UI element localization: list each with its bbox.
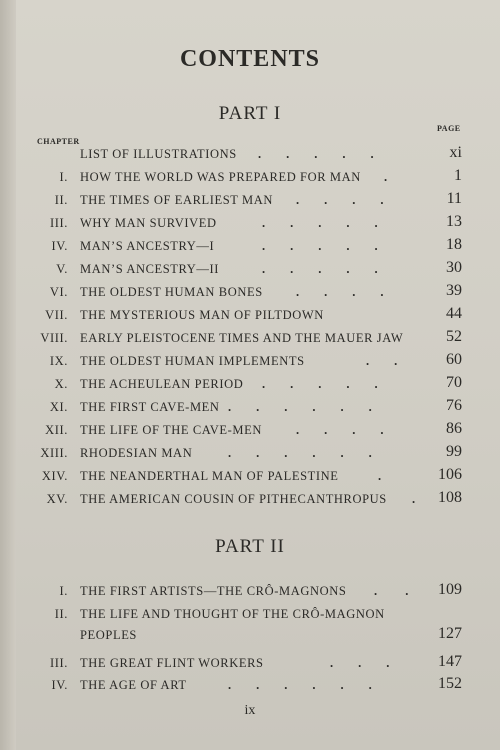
chapter-title: THE ACHEULEAN PERIOD	[80, 377, 244, 391]
page-number: 1	[454, 167, 462, 184]
chapter-number: IV.	[51, 678, 68, 692]
dot-leader: . . . . . .	[228, 446, 372, 460]
toc-entry	[0, 259, 500, 282]
dot-leader: . . . . . .	[228, 400, 372, 414]
page-column-label: PAGE	[437, 124, 461, 133]
chapter-title: THE AGE OF ART	[80, 678, 187, 692]
part-2-heading: PART II	[215, 536, 285, 557]
toc-entry	[0, 397, 500, 420]
toc-entry	[0, 282, 500, 305]
dot-leader: . . . . .	[262, 262, 378, 276]
chapter-title: THE OLDEST HUMAN IMPLEMENTS	[80, 354, 305, 368]
chapter-number: III.	[49, 216, 68, 230]
dot-leader: . . . . . .	[228, 678, 372, 692]
toc-entry	[0, 581, 500, 604]
dot-leader: . . . .	[296, 285, 384, 299]
toc-entry	[0, 607, 500, 649]
dot-leader: .	[378, 469, 382, 483]
dot-leader: . . .	[330, 656, 390, 670]
toc-entry	[0, 167, 500, 190]
page-number: 13	[446, 213, 462, 230]
chapter-title: WHY MAN SURVIVED	[80, 216, 217, 230]
page-number: 106	[438, 466, 462, 483]
toc-entry	[0, 305, 500, 328]
chapter-number: IX.	[49, 354, 68, 368]
chapter-number: III.	[49, 656, 68, 670]
toc-entry	[0, 653, 500, 676]
dot-leader: . . . .	[296, 423, 384, 437]
dot-leader: . . . . .	[258, 147, 374, 161]
page-number: 108	[438, 489, 462, 506]
chapter-column-label: CHAPTER	[37, 137, 80, 146]
page-number: 152	[438, 675, 462, 692]
toc-entry	[0, 489, 500, 512]
chapter-number: VI.	[49, 285, 68, 299]
toc-entry	[0, 190, 500, 213]
page-number: 60	[446, 351, 462, 368]
chapter-title: RHODESIAN MAN	[80, 446, 193, 460]
page-number: xi	[449, 144, 462, 161]
page-number: 147	[438, 653, 462, 670]
chapter-title-continuation: PEOPLES	[80, 628, 137, 642]
chapter-number: VIII.	[40, 331, 68, 345]
dot-leader: . . . . .	[262, 239, 378, 253]
toc-entry	[0, 236, 500, 259]
chapter-title: MAN’S ANCESTRY—II	[80, 262, 220, 276]
chapter-number: XII.	[45, 423, 68, 437]
chapter-title: THE FIRST CAVE-MEN	[80, 400, 220, 414]
chapter-title: LIST OF ILLUSTRATIONS	[80, 147, 237, 161]
chapter-number: X.	[54, 377, 68, 391]
dot-leader: . . . .	[296, 193, 384, 207]
page-number: 86	[446, 420, 462, 437]
toc-entry	[0, 213, 500, 236]
toc-entry	[0, 328, 500, 351]
chapter-title: THE MYSTERIOUS MAN OF PILTDOWN	[80, 308, 324, 322]
chapter-number: V.	[56, 262, 68, 276]
chapter-title: THE NEANDERTHAL MAN OF PALESTINE	[80, 469, 339, 483]
chapter-title: THE GREAT FLINT WORKERS	[80, 656, 264, 670]
dot-leader: . . . . .	[262, 216, 378, 230]
toc-entry	[0, 443, 500, 466]
page-folio: ix	[244, 703, 256, 718]
page-number: 109	[438, 581, 462, 598]
chapter-number: XIII.	[40, 446, 68, 460]
page-number: 52	[446, 328, 462, 345]
toc-entry	[0, 420, 500, 443]
page-number: 11	[446, 190, 462, 207]
page-number: 70	[446, 374, 462, 391]
chapter-number: XI.	[49, 400, 68, 414]
chapter-number: IV.	[51, 239, 68, 253]
part-1-heading: PART I	[218, 103, 282, 124]
chapter-title: EARLY PLEISTOCENE TIMES AND THE MAUER JAW	[80, 331, 404, 345]
chapter-title: THE OLDEST HUMAN BONES	[80, 285, 263, 299]
toc-entry	[0, 374, 500, 397]
chapter-number: I.	[59, 170, 68, 184]
page-number: 39	[446, 282, 462, 299]
chapter-number: XIV.	[41, 469, 68, 483]
chapter-number: XV.	[46, 492, 68, 506]
page-number: 127	[438, 625, 462, 642]
dot-leader: . .	[366, 354, 398, 368]
toc-entry	[0, 351, 500, 374]
chapter-number: II.	[54, 193, 68, 207]
page-number: 30	[446, 259, 462, 276]
page-number: 76	[446, 397, 462, 414]
chapter-number: I.	[59, 584, 68, 598]
chapter-title: THE FIRST ARTISTS—THE CRÔ-MAGNONS	[80, 584, 347, 598]
dot-leader: . .	[374, 584, 409, 598]
contents-heading: CONTENTS	[179, 46, 321, 72]
chapter-title: THE LIFE OF THE CAVE-MEN	[80, 423, 262, 437]
page-number: 18	[446, 236, 462, 253]
chapter-title: THE TIMES OF EARLIEST MAN	[80, 193, 274, 207]
chapter-title: THE AMERICAN COUSIN OF PITHECANTHROPUS	[80, 492, 387, 506]
toc-entry	[0, 466, 500, 489]
chapter-title: THE LIFE AND THOUGHT OF THE CRÔ-MAGNON	[80, 607, 385, 621]
chapter-title: HOW THE WORLD WAS PREPARED FOR MAN	[80, 170, 361, 184]
chapter-number: VII.	[45, 308, 68, 322]
toc-entry	[0, 144, 500, 167]
dot-leader: .	[412, 492, 416, 506]
page-number: 44	[446, 305, 462, 322]
dot-leader: .	[384, 170, 388, 184]
toc-entry	[0, 675, 500, 698]
chapter-title: MAN’S ANCESTRY—I	[80, 239, 215, 253]
dot-leader: . . . . .	[262, 377, 378, 391]
chapter-number: II.	[54, 607, 68, 621]
page-number: 99	[446, 443, 462, 460]
